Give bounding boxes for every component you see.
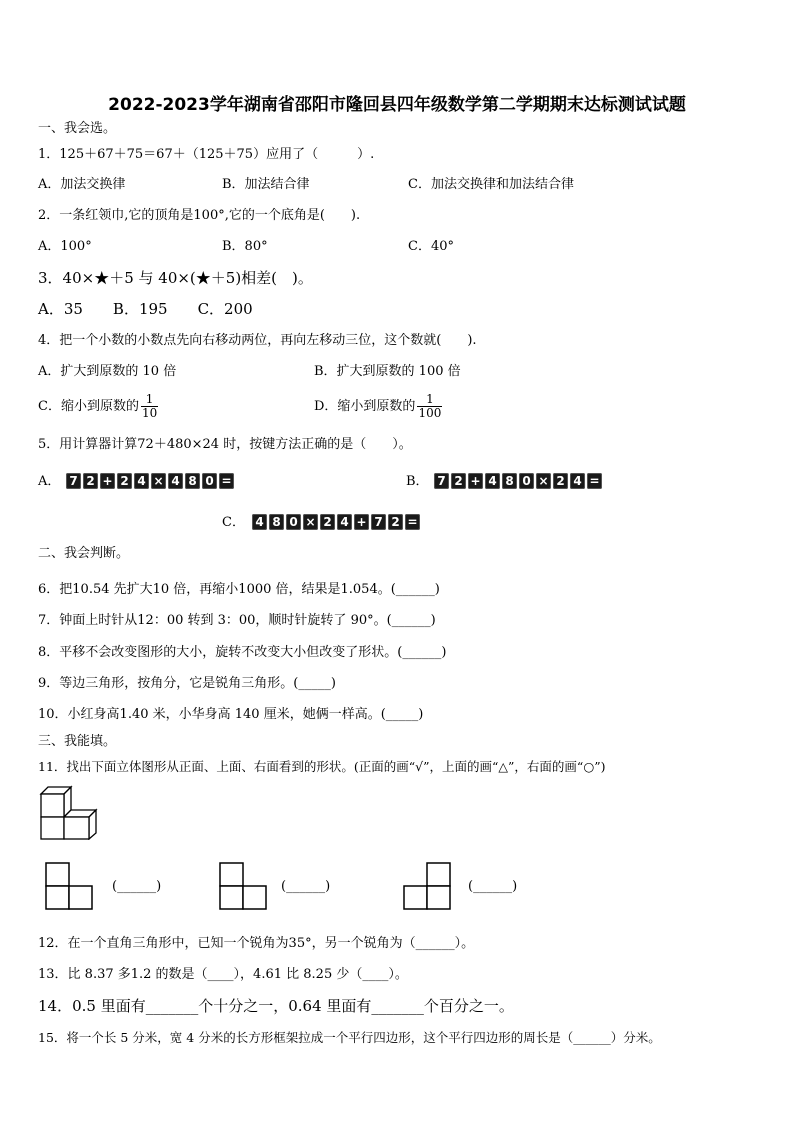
view-shape-2 bbox=[219, 862, 269, 910]
calculator-keys-a bbox=[66, 473, 234, 489]
calculator-key: = bbox=[405, 514, 420, 530]
calculator-key: × bbox=[151, 473, 166, 489]
question-15: 15．将一个长 5 分米，宽 4 分米的长方形框架拉成一个平行四边形，这个平行四边形的周长是（______）分米。 bbox=[38, 1030, 661, 1045]
calculator-key: 4 bbox=[252, 514, 267, 530]
calculator-key: 7 bbox=[66, 473, 81, 489]
question-2-option-a: A．100° bbox=[38, 239, 92, 254]
calculator-key: 7 bbox=[434, 473, 449, 489]
question-5-label-b: B． bbox=[406, 474, 429, 489]
question-1-stem: 1．125＋67＋75＝67＋（125＋75）应用了（ ）. bbox=[38, 147, 375, 162]
calculator-key: 0 bbox=[202, 473, 217, 489]
question-14: 14．0.5 里面有_______个十分之一，0.64 里面有_______个百分之一。 bbox=[38, 997, 514, 1015]
fraction-numerator: 1 bbox=[141, 393, 158, 407]
calculator-keys-b bbox=[434, 473, 602, 489]
cube-3d-figure bbox=[38, 784, 104, 840]
question-1-option-c: C．加法交换律和加法结合律 bbox=[408, 177, 574, 192]
calculator-key: 4 bbox=[570, 473, 585, 489]
calculator-key: 7 bbox=[371, 514, 386, 530]
question-11-stem: 11．找出下面立体图形从正面、上面、右面看到的形状。(正面的画“√”，上面的画“△”，右面的画“○”) bbox=[38, 759, 606, 774]
calculator-key: + bbox=[468, 473, 483, 489]
calculator-key: 2 bbox=[553, 473, 568, 489]
calculator-keys-c bbox=[252, 514, 420, 530]
question-10: 10．小红身高1.40 米，小华身高 140 厘米，她俩一样高。(_____) bbox=[38, 707, 424, 722]
fraction-denominator: 100 bbox=[418, 406, 442, 420]
question-4-option-c bbox=[38, 392, 158, 422]
question-12: 12．在一个直角三角形中，已知一个锐角为35°，另一个锐角为（______）。 bbox=[38, 936, 475, 951]
calculator-key: 2 bbox=[83, 473, 98, 489]
question-7: 7．钟面上时针从12：00 转到 3：00，顺时针旋转了 90°。(______) bbox=[38, 613, 436, 628]
fraction-one-tenth bbox=[141, 393, 158, 420]
calculator-key: 4 bbox=[134, 473, 149, 489]
fraction-denominator: 10 bbox=[141, 406, 158, 420]
section-heading-1: 一、我会选。 bbox=[38, 121, 117, 136]
section-heading-2: 二、我会判断。 bbox=[38, 546, 130, 561]
calculator-key: + bbox=[100, 473, 115, 489]
fraction-numerator: 1 bbox=[417, 393, 442, 407]
calculator-key: 8 bbox=[185, 473, 200, 489]
question-5-label-c: C． bbox=[222, 515, 245, 530]
calculator-key: = bbox=[587, 473, 602, 489]
calculator-key: 8 bbox=[269, 514, 284, 530]
question-4-option-b: B．扩大到原数的 100 倍 bbox=[314, 364, 461, 379]
question-6: 6．把10.54 先扩大10 倍，再缩小1000 倍，结果是1.054。(______) bbox=[38, 582, 440, 597]
question-4-stem: 4．把一个小数的小数点先向右移动两位，再向左移动三位，这个数就( ). bbox=[38, 333, 477, 348]
question-4-option-c-text: C．缩小到原数的 bbox=[38, 399, 139, 414]
question-3-stem: 3．40×★＋5 与 40×(★＋5)相差( )。 bbox=[38, 269, 313, 287]
question-1-option-b: B．加法结合律 bbox=[222, 177, 310, 192]
calculator-key: 0 bbox=[286, 514, 301, 530]
calculator-key: 4 bbox=[337, 514, 352, 530]
calculator-key: 2 bbox=[117, 473, 132, 489]
question-4-option-d bbox=[314, 392, 442, 422]
view-shape-1 bbox=[45, 862, 95, 910]
question-2-option-c: C．40° bbox=[408, 239, 454, 254]
question-5-label-a: A． bbox=[38, 474, 61, 489]
question-5-stem: 5．用计算器计算72＋480×24 时，按键方法正确的是（ ）。 bbox=[38, 437, 412, 452]
calculator-key: 8 bbox=[502, 473, 517, 489]
calculator-key: 2 bbox=[388, 514, 403, 530]
question-8: 8．平移不会改变图形的大小，旋转不改变大小但改变了形状。(______) bbox=[38, 645, 447, 660]
calculator-key: 2 bbox=[451, 473, 466, 489]
question-11-blank-2[interactable]: (______) bbox=[281, 879, 331, 894]
calculator-key: 4 bbox=[168, 473, 183, 489]
fraction-one-hundredth bbox=[417, 393, 442, 420]
section-heading-3: 三、我能填。 bbox=[38, 734, 117, 749]
calculator-key: + bbox=[354, 514, 369, 530]
question-2-stem: 2．一条红领巾,它的顶角是100°,它的一个底角是( ). bbox=[38, 208, 361, 223]
question-4-option-a: A．扩大到原数的 10 倍 bbox=[38, 364, 177, 379]
question-13: 13．比 8.37 多1.2 的数是（____），4.61 比 8.25 少（____）。 bbox=[38, 967, 408, 982]
calculator-key: 4 bbox=[485, 473, 500, 489]
calculator-key: = bbox=[219, 473, 234, 489]
calculator-key: 0 bbox=[519, 473, 534, 489]
page-title: 2022-2023学年湖南省邵阳市隆回县四年级数学第二学期期末达标测试试题 bbox=[108, 95, 686, 115]
question-4-option-d-text: D．缩小到原数的 bbox=[314, 399, 416, 414]
calculator-key: 2 bbox=[320, 514, 335, 530]
calculator-key: × bbox=[303, 514, 318, 530]
question-11-blank-3[interactable]: (______) bbox=[468, 879, 518, 894]
question-11-blank-1[interactable]: (______) bbox=[112, 879, 162, 894]
question-3-options: A．35 B．195 C．200 bbox=[38, 300, 253, 318]
question-1-option-a: A．加法交换律 bbox=[38, 177, 126, 192]
calculator-key: × bbox=[536, 473, 551, 489]
view-shape-3 bbox=[403, 862, 453, 910]
question-2-option-b: B．80° bbox=[222, 239, 268, 254]
question-9: 9．等边三角形，按角分，它是锐角三角形。(_____) bbox=[38, 676, 336, 691]
